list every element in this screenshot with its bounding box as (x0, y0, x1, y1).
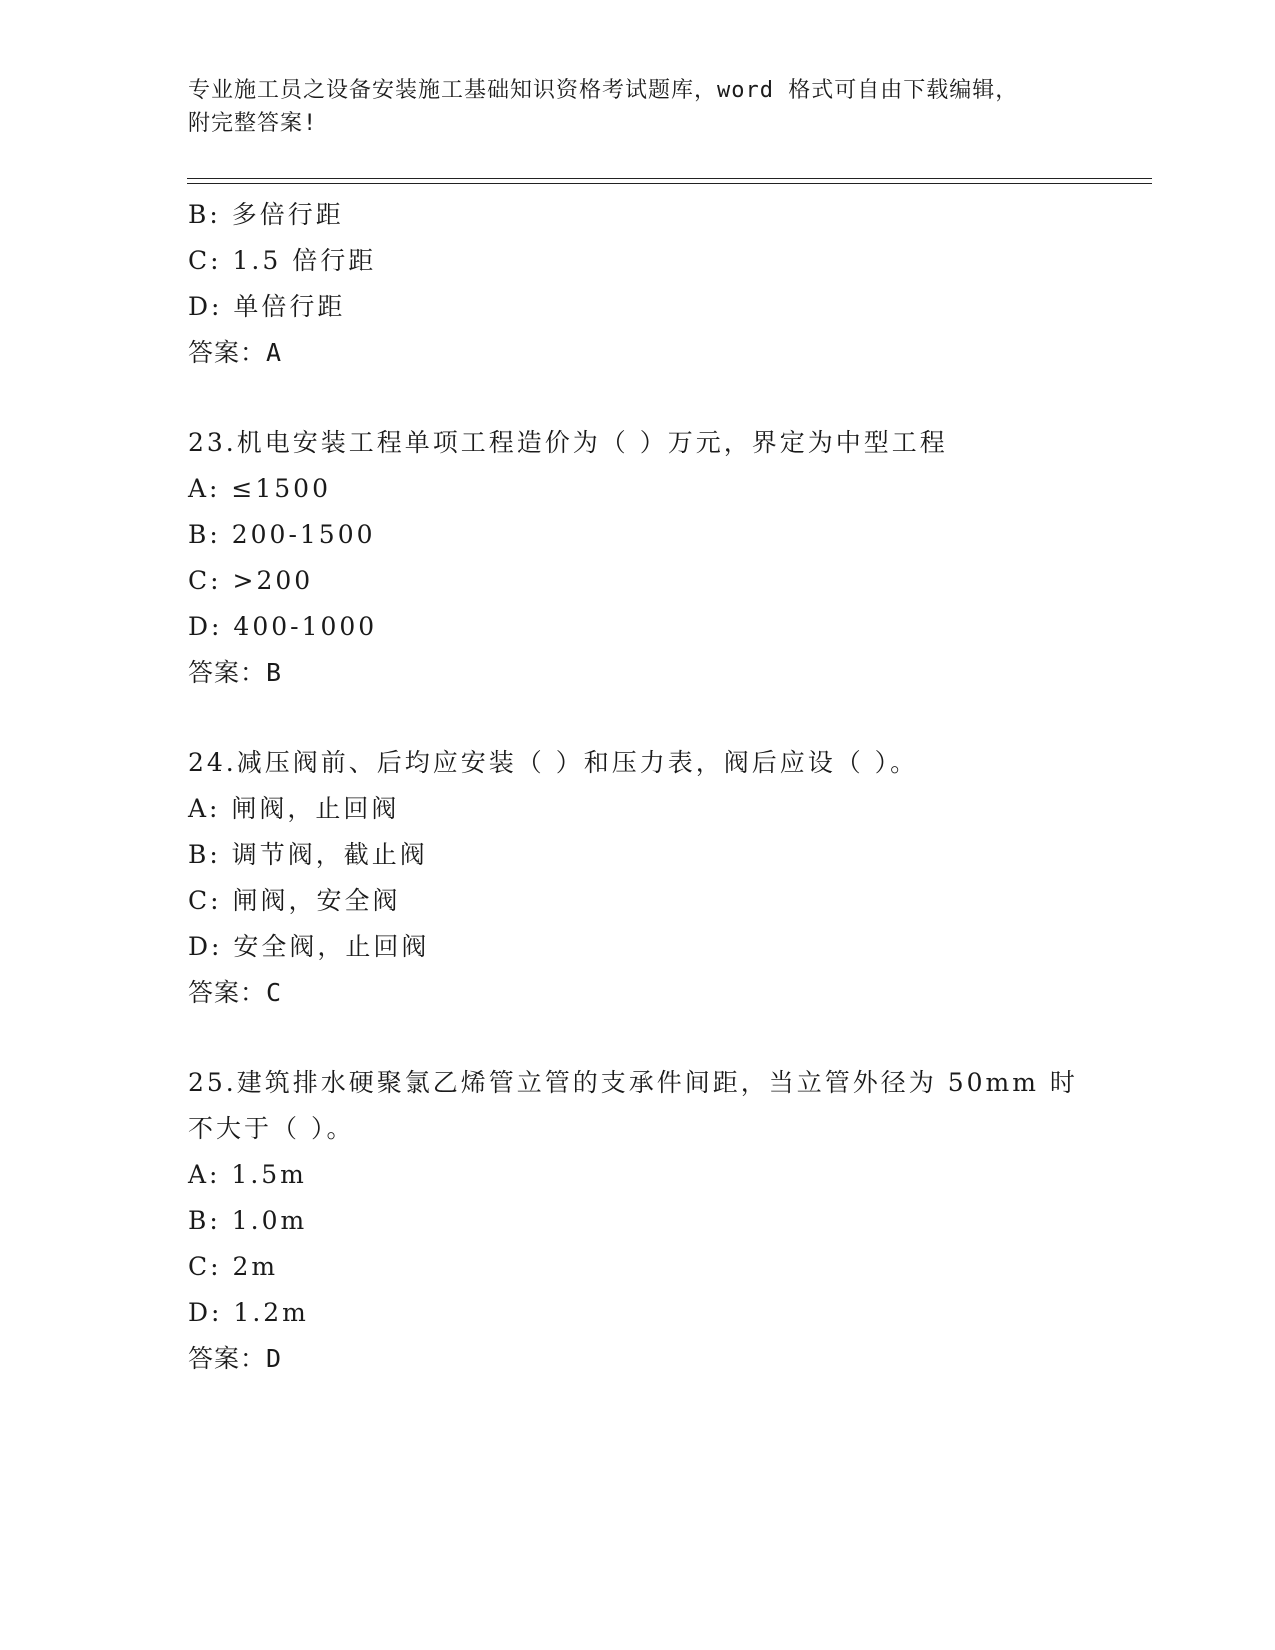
question-text-line-2: 不大于（ ）。 (188, 1114, 355, 1143)
question-text-line-1: 25.建筑排水硬聚氯乙烯管立管的支承件间距，当立管外径为 50mm 时 (188, 1068, 1078, 1097)
question-text: 24.减压阀前、后均应安装（ ）和压力表，阀后应设（ ）。 (188, 748, 919, 777)
header-line-2: 附完整答案! (188, 111, 318, 136)
question-25 (188, 1060, 1088, 1382)
option-a: A: 1.5m (188, 1160, 307, 1189)
option-c: C: >200 (188, 566, 314, 595)
answer: 答案：C (188, 978, 283, 1007)
option-d: D: 400-1000 (188, 612, 378, 641)
option-c: C: 闸阀，安全阀 (188, 886, 401, 915)
question-list (188, 192, 1088, 1382)
question-22 (188, 192, 1088, 376)
option-b: B: 多倍行距 (188, 200, 344, 229)
document-header (188, 74, 1088, 140)
option-b: B: 1.0m (188, 1206, 308, 1235)
header-line-1: 专业施工员之设备安装施工基础知识资格考试题库，word 格式可自由下载编辑， (188, 78, 1019, 103)
option-d: D: 1.2m (188, 1298, 309, 1327)
question-text: 23.机电安装工程单项工程造价为（ ）万元，界定为中型工程 (188, 428, 948, 457)
header-divider-bottom (187, 183, 1152, 184)
option-c: C: 1.5 倍行距 (188, 246, 377, 275)
header-divider-top (187, 178, 1152, 179)
answer: 答案：D (188, 1344, 283, 1373)
option-d: D: 单倍行距 (188, 292, 346, 321)
option-a: A: 闸阀，止回阀 (188, 794, 400, 823)
question-24 (188, 740, 1088, 1016)
option-c: C: 2m (188, 1252, 279, 1281)
option-a: A: ≤1500 (188, 474, 331, 503)
option-b: B: 调节阀，截止阀 (188, 840, 428, 869)
answer: 答案：A (188, 338, 283, 367)
option-d: D: 安全阀，止回阀 (188, 932, 430, 961)
option-b: B: 200-1500 (188, 520, 376, 549)
question-23 (188, 420, 1088, 696)
answer: 答案：B (188, 658, 283, 687)
